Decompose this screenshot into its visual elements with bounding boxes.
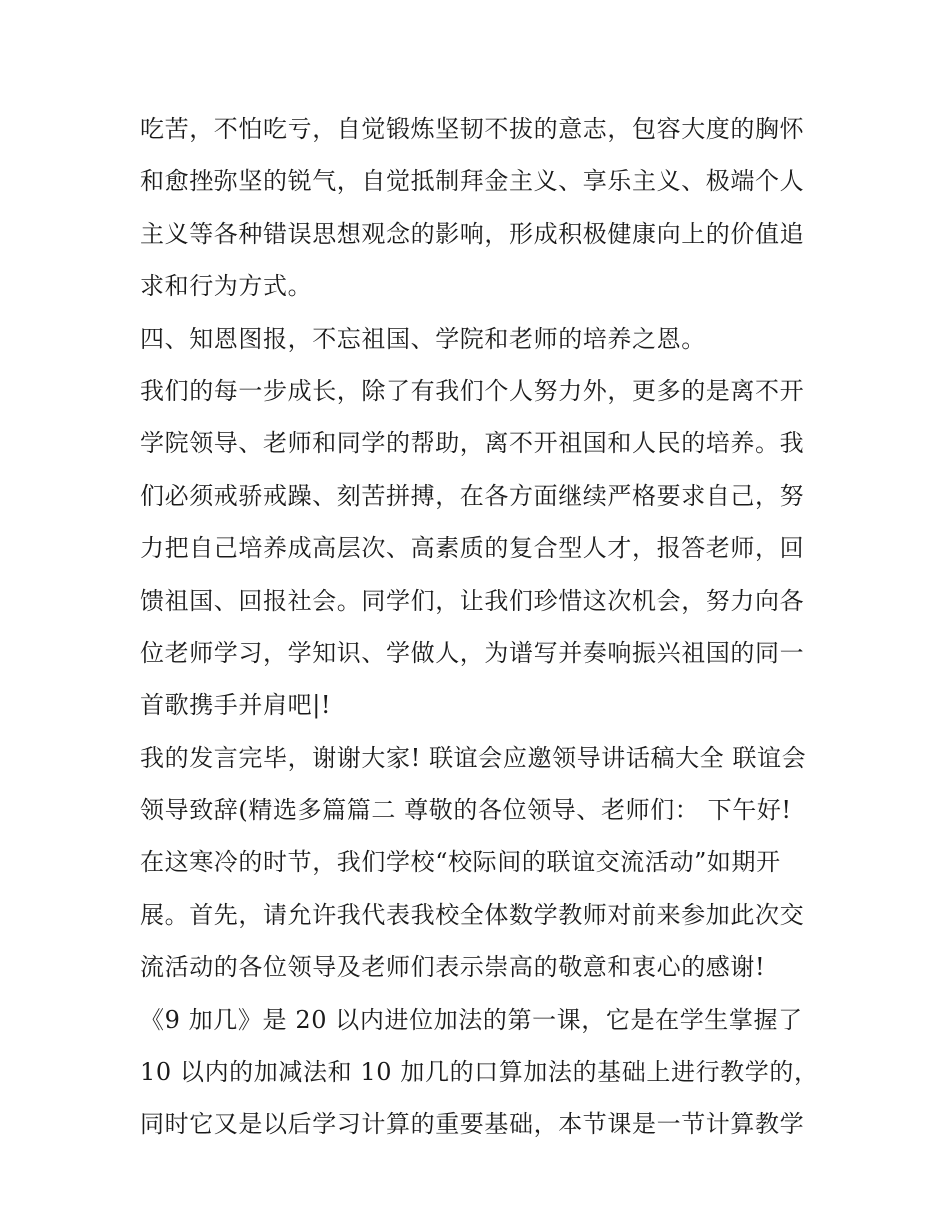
text-line: 我的发言完毕，谢谢大家! 联谊会应邀领导讲话稿大全 联谊会 [140,743,807,772]
text-line: 求和行为方式。 [140,272,313,301]
text-line: 学院领导、老师和同学的帮助，离不开祖国和人民的培养。我 [140,429,805,458]
text-line: 展。首先，请允许我代表我校全体数学教师对前来参加此次交 [140,900,805,929]
text-line: 和愈挫弥坚的锐气，自觉抵制拜金主义、享乐主义、极端个人 [140,167,805,196]
text-line: 领导致辞(精选多篇篇二 尊敬的各位领导、老师们： 下午好! [140,796,792,825]
text-line: 同时它又是以后学习计算的重要基础，本节课是一节计算教学 [140,1110,805,1139]
text-line: 流活动的各位领导及老师们表示崇高的敬意和衷心的感谢! [140,953,766,982]
text-line: 吃苦，不怕吃亏，自觉锻炼坚韧不拔的意志，包容大度的胸怀 [140,115,805,143]
text-line: 位老师学习，学知识、学做人，为谱写并奏响振兴祖国的同一 [140,638,805,667]
section-heading: 四、知恩图报，不忘祖国、学院和老师的培养之恩。 [140,324,706,353]
text-line: 在这寒冷的时节，我们学校“校际间的联谊交流活动”如期开 [140,848,781,877]
document-body [140,103,820,1151]
text-line: 馈祖国、回报社会。同学们，让我们珍惜这次机会，努力向各 [140,586,805,615]
text-line: 力把自己培养成高层次、高素质的复合型人才，报答老师，回 [140,534,805,563]
text-line: 10 以内的加减法和 10 加几的口算加法的基础上进行教学的， [140,1058,819,1087]
text-line: 首歌携手并肩吧|! [140,691,332,720]
text-line: 《9 加几》是 20 以内进位加法的第一课，它是在学生掌握了 [140,1005,803,1034]
text-line: 我们的每一步成长，除了有我们个人努力外，更多的是离不开 [140,376,805,405]
text-line: 主义等各种错误思想观念的影响，形成积极健康向上的价值追 [140,219,805,248]
text-line: 们必须戒骄戒躁、刻苦拼搏，在各方面继续严格要求自己，努 [140,481,805,510]
